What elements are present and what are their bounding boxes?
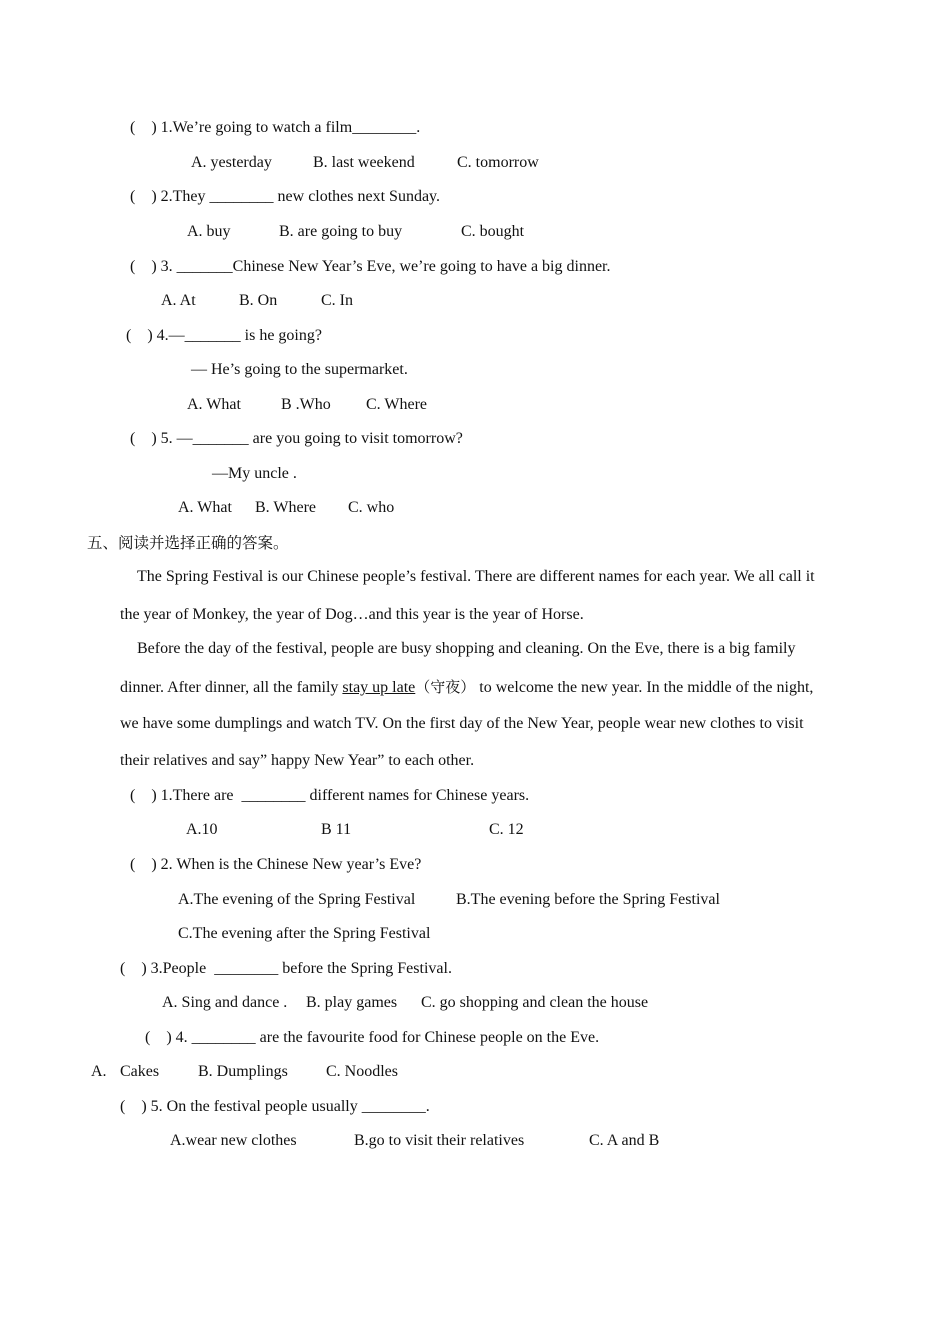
- question-4-3-option-a: A. At: [161, 292, 196, 309]
- question-4-5-option-c: C. who: [348, 499, 395, 516]
- question-5-5-option-b: B.go to visit their relatives: [354, 1132, 525, 1149]
- question-5-4-option-a-letter: A.: [91, 1063, 107, 1080]
- question-4-2-option-b: B. are going to buy: [279, 223, 403, 240]
- underlined-phrase: stay up late: [342, 679, 416, 696]
- question-4-3-option-b: B. On: [239, 292, 278, 309]
- passage-para1-line2: the year of Monkey, the year of Dog…and this year is the year of Horse.: [120, 606, 584, 623]
- passage-para1-line1: The Spring Festival is our Chinese people’s festival. There are different names for each year. We all call it: [137, 568, 815, 585]
- question-5-1-stem: ( ) 1.There are ________ different names for Chinese years.: [130, 787, 530, 804]
- passage-text: dinner. After dinner, all the family: [120, 679, 343, 696]
- passage-para2-line1: Before the day of the festival, people are busy shopping and cleaning. On the Eve, there is a big family: [137, 640, 796, 657]
- question-4-4-reply: — He’s going to the supermarket.: [191, 361, 408, 378]
- question-4-2-option-a: A. buy: [187, 223, 231, 240]
- question-4-5-stem: ( ) 5. —_______ are you going to visit tomorrow?: [130, 430, 463, 447]
- question-5-3-option-c: C. go shopping and clean the house: [421, 994, 649, 1011]
- question-5-1-option-c: C. 12: [489, 821, 524, 838]
- question-4-1-option-a: A. yesterday: [191, 154, 272, 171]
- question-5-2-stem: ( ) 2. When is the Chinese New year’s Eve?: [130, 856, 422, 873]
- question-5-1-option-b: B 11: [321, 821, 352, 838]
- question-4-1-option-c: C. tomorrow: [457, 154, 539, 171]
- question-4-3-option-c: C. In: [321, 292, 353, 309]
- passage-para2-line4: their relatives and say” happy New Year” to each other.: [120, 752, 475, 769]
- question-4-1-stem: ( ) 1.We’re going to watch a film________.: [130, 119, 421, 136]
- question-5-5-option-a: A.wear new clothes: [170, 1132, 297, 1149]
- question-4-4-option-b: B .Who: [281, 396, 331, 413]
- section-5-heading: 五、阅读并选择正确的答案。: [87, 534, 289, 552]
- question-5-4-stem: ( ) 4. ________ are the favourite food for Chinese people on the Eve.: [145, 1029, 600, 1046]
- question-5-2-option-a: A.The evening of the Spring Festival: [178, 891, 416, 908]
- question-4-2-option-c: C. bought: [461, 223, 525, 240]
- passage-para2-line2: [120, 677, 813, 698]
- question-4-5-option-a: A. What: [178, 499, 232, 516]
- question-5-4-option-a: Cakes: [120, 1063, 160, 1080]
- question-5-5-stem: ( ) 5. On the festival people usually ________.: [120, 1098, 430, 1115]
- question-5-3-stem: ( ) 3.People ________ before the Spring Festival.: [120, 960, 452, 977]
- question-5-1-option-a: A.10: [186, 821, 218, 838]
- question-4-5-option-b: B. Where: [255, 499, 317, 516]
- question-5-5-option-c: C. A and B: [589, 1132, 660, 1149]
- question-5-2-option-c: C.The evening after the Spring Festival: [178, 925, 431, 942]
- passage-text: to welcome the new year. In the middle of the night,: [475, 679, 814, 696]
- question-5-4-option-c: C. Noodles: [326, 1063, 398, 1080]
- question-4-4-option-c: C. Where: [366, 396, 428, 413]
- question-4-1-option-b: B. last weekend: [313, 154, 415, 171]
- question-5-4-option-b: B. Dumplings: [198, 1063, 288, 1080]
- passage-para2-line3: we have some dumplings and watch TV. On the first day of the New Year, people wear new clothes to visit: [120, 715, 804, 732]
- question-4-4-option-a: A. What: [187, 396, 241, 413]
- question-5-3-option-b: B. play games: [306, 994, 398, 1011]
- question-5-3-option-a: A. Sing and dance .: [162, 994, 288, 1011]
- question-5-2-option-b: B.The evening before the Spring Festival: [456, 891, 720, 908]
- question-4-5-reply: —My uncle .: [212, 465, 297, 482]
- chinese-note: （守夜）: [415, 678, 476, 696]
- question-4-3-stem: ( ) 3. _______Chinese New Year’s Eve, we’re going to have a big dinner.: [130, 258, 611, 275]
- question-4-2-stem: ( ) 2.They ________ new clothes next Sunday.: [130, 188, 441, 205]
- question-4-4-stem: ( ) 4.—_______ is he going?: [126, 327, 322, 344]
